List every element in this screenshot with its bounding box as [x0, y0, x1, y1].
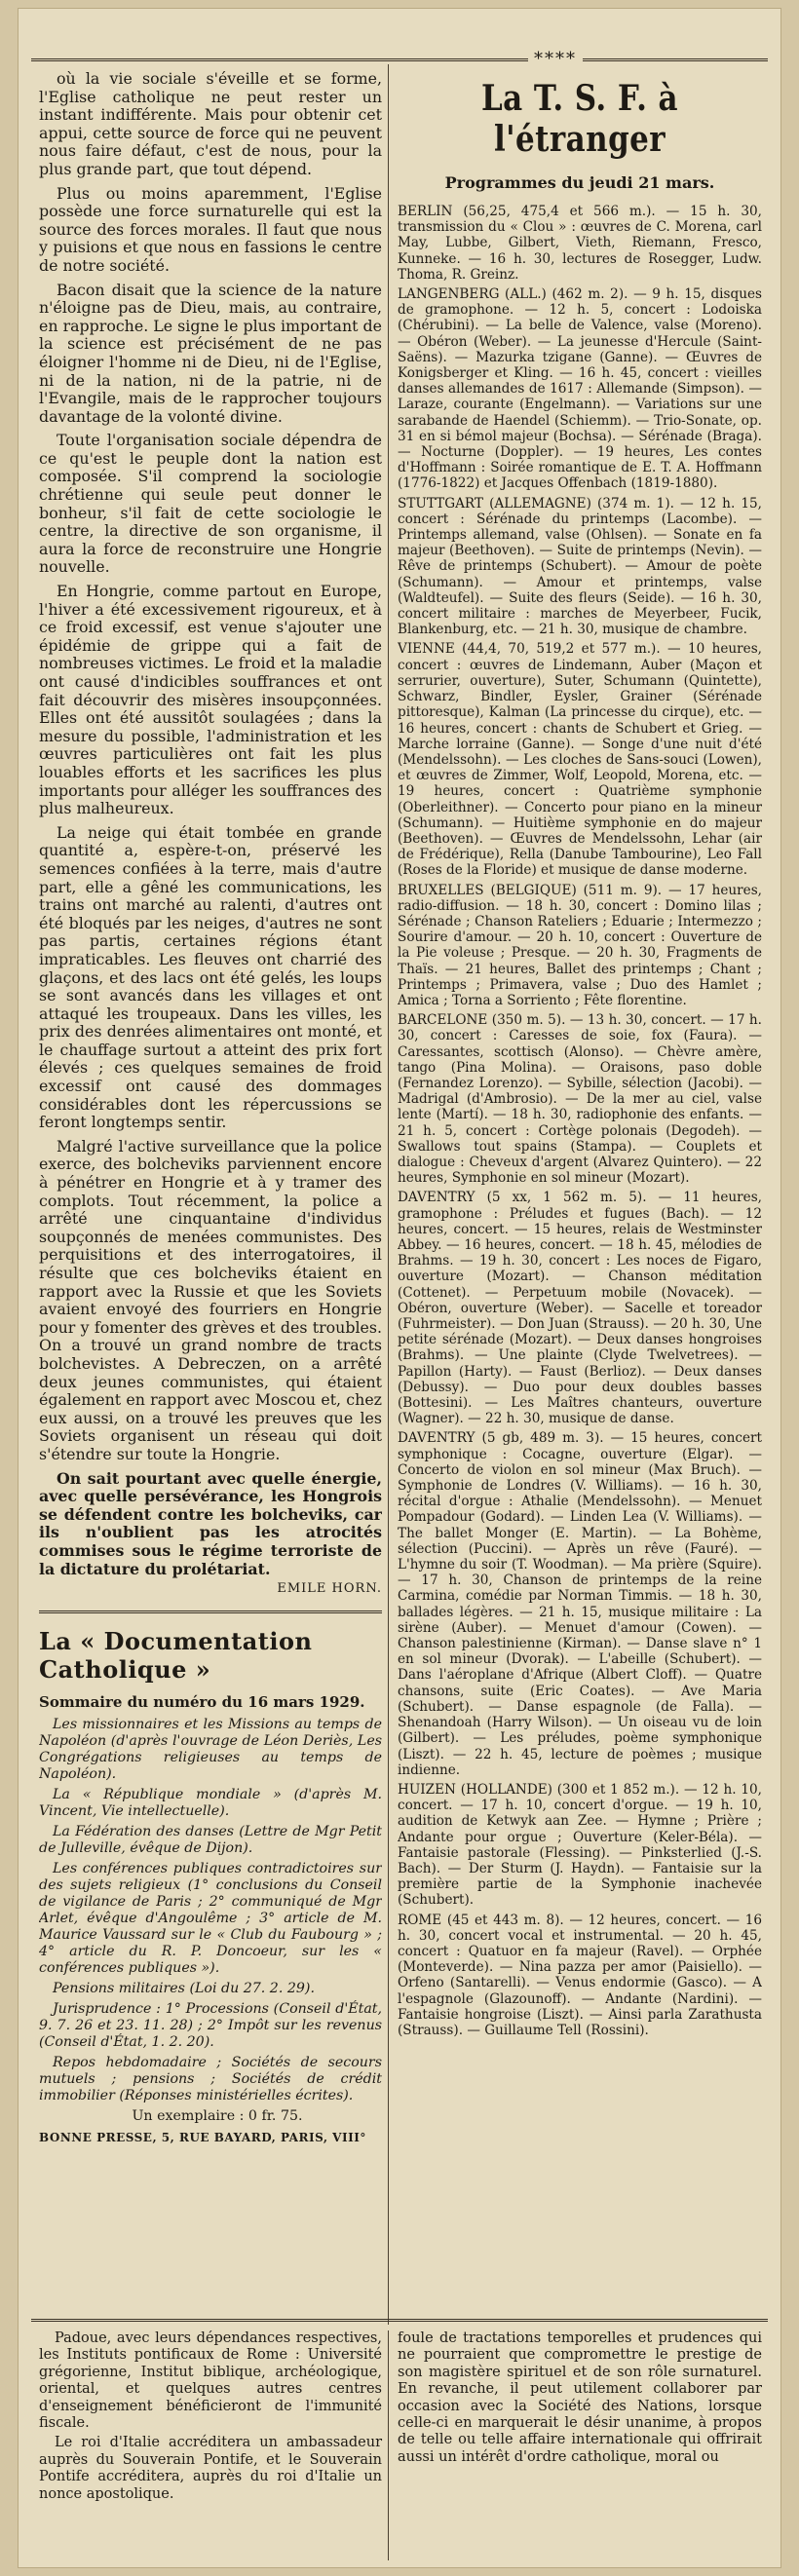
station-programme: DAVENTRY (5 gb, 489 m. 3). — 15 heures, concert symphonique : Cocagne, ouverture (Elgar). — Concerto de violon en sol mineur (Max Bruch). — Symphonie de Londres (V. Williams). — 16 h. 30, récital d'orgue : Athalie (Mendelssohn). — Menuet Pompadour (Godard). — Linden Lea (V. Williams). — The ballet Monger (E. Martin). — La Bohème, sélection (Puccini). — Après un rêve (Fauré). — L'hymne du soir (T. Woodman). — Ma prière (Squire). — 17 h. 30, Chanson de printemps de la reine Carmina, comédie par Norman Timmis. — 18 h. 30, ballades légères. — 21 h. 15, musique militaire : La sirène (Auber). — Menuet d'amour (Cowen). — Chanson palestinienne (Kirman). — Danse slave n° 1 en sol mineur (Dvorak). — L'abeille (Schubert). — Dans l'aéroplane d'Afrique (Albert Cloff). — Quatre chansons, suite (Eric Coates). — Ave Maria (Schubert). — Danse espagnole (de Falla). — Shenandoah (Harry Wilson). — Un oiseau vu de loin (Gilbert). — Les préludes, poème symphonique (Liszt). — 22 h. 45, lecture de poèmes ; musique indienne.: [398, 1430, 762, 1778]
article-paragraph: La neige qui était tombée en grande quantité a, espère-t-on, préservé les semences confiées à la terre, mais d'autre part, elle a gêné les communications, les trains ont marché au ralenti, d'autres ont été bloqués par les neiges, d'autres ne sont pas partis, certaines régions étant impraticables. Les fleuves ont charrié des glaçons, et des lacs ont été gelés, les loups se sont avancés dans les villages et ont attaqué les troupeaux. Dans les villes, les prix des denrées alimentaires ont monté, et le chauffage surtout a atteint des prix fort élevés ; ces quelques semaines de froid excessif ont causé des dommages considérables dont les répercussions se feront longtemps sentir.: [39, 822, 382, 1132]
bottom-section-rule: [31, 2319, 768, 2322]
summary-item: Pensions militaires (Loi du 27. 2. 29).: [53, 1980, 315, 1996]
bottom-column-divider: [388, 2330, 389, 2560]
radio-section-title: La T. S. F. à l'étranger: [480, 78, 679, 160]
publisher-address: BONNE PRESSE, 5, RUE BAYARD, PARIS, VIII°: [39, 2130, 366, 2144]
station-programme: ROME (45 et 443 m. 8). — 12 heures, concert. — 16 h. 30, concert vocal et instrumental. — 20 h. 45, concert : Quatuor en fa majeur (Ravel). — Orphée (Monteverde). — Nina pazza per amor (Paisiello). — Orfeno (Santarelli). — Venus endormie (Gasco). — A l'espagnole (Glazounoff). — Andante (Nardini). — Fantaisie hongroise (Liszt). — Ainsi parla Zarathusta (Strauss). — Guillaume Tell (Rossini).: [398, 1912, 762, 2038]
summary-item: Les conférences publiques contradictoires sur des sujets religieux (1° conclusions du Conseil de vigilance de Paris ; 2° communiqué de Mgr Arlet, évêque d'Angoulême ; 3° article de M. Maurice Vaussard sur le « Club du Faubourg » ; 4° article du R. P. Doncoeur, sur les « conférences publiques »).: [39, 1860, 382, 1976]
station-programme: BERLIN (56,25, 475,4 et 566 m.). — 15 h. 30, transmission du « Clou » : œuvres de C. Morena, carl May, Lubbe, Gilbert, Vieth, Riemann, Fresco, Kunneke. — 16 h. 30, lectures de Rosegger, Ludw. Thoma, R. Greinz.: [398, 204, 762, 283]
article-paragraph: Malgré l'active surveillance que la police exerce, des bolcheviks parviennent encore à pénétrer en Hongrie et à y tramer des complots. Tout récemment, la police a arrêté une cinquantaine d'individus soupçonnés de menées communistes. Des perquisitions et des interrogatoires, il résulte que ces bolcheviks étaient en rapport avec la Russie et que les Soviets avaient envoyé des fourriers en Hongrie pour y fomenter des grèves et des troubles. On a trouvé un grand nombre de tracts bolchevistes. A Debreczen, on a arrêté deux jeunes communistes, qui étaient également en rapport avec Moscou et, chez eux aussi, on a trouvé les preuves que les Soviets organisent un réseau qui doit s'étendre sur toute la Hongrie.: [39, 1136, 382, 1463]
station-programme: BARCELONE (350 m. 5). — 13 h. 30, concert. — 17 h. 30, concert : Caresses de soie, fox (Faura). — Caressantes, scottisch (Alonso). — Chèvre amère, tango (Pina Molina). — Oraisons, paso doble (Fernandez Lorenzo). — Sybille, sélection (Jacobi). — Madrigal (d'Ambrosio). — De la mer au ciel, valse lente (Martí). — 18 h. 30, radiophonie des enfants. — 21 h. 5, concert : Cortège polonais (Degodeh). — Swallows tout spains (Stampa). — Couplets et dialogue : Cheveux d'argent (Alvarez Quintero). — 22 heures, Symphonie en sol mineur (Mozart).: [398, 1012, 762, 1187]
station-programme: VIENNE (44,4, 70, 519,2 et 577 m.). — 10 heures, concert : œuvres de Lindemann, Auber (Maçon et serrurier, ouverture), Suter, Schumann (Quintette), Schwarz, Bindler, Eysler, Grainer (Sérénade pittoresque), Kalman (La princesse du cirque), etc. — 16 heures, concert : chants de Schubert et Grieg. — Marche lorraine (Ganne). — Songe d'une nuit d'été (Mendelssohn). — Les cloches de Sans-souci (Lowen), et œuvres de Zimmer, Wolf, Leopold, Morena, etc. — 19 heures, concert : Quatrième symphonie (Oberleithner). — Concerto pour piano en la mineur (Schumann). — Huitième symphonie en do majeur (Beethoven). — Œuvres de Mendelssohn, Lehar (air de Frédérique), Rella (Danube Tambourine), Leo Fall (Roses de la Floride) et musique de danse moderne.: [398, 641, 762, 879]
station-programme: BRUXELLES (BELGIQUE) (511 m. 9). — 17 heures, radio-diffusion. — 18 h. 30, concert : Domino lilas ; Sérénade ; Chanson Rateliers ; Eduarie ; Intermezzo ; Sourire d'amour. — 20 h. 10, concert : Ouverture de la Pie voleuse ; Presque. — 20 h. 30, Fragments de Thaïs. — 21 heures, Ballet des printemps ; Chant ; Printemps ; Primavera, valse ; Duo des Hamlet ; Amica ; Torna a Sorriento ; Fête florentine.: [398, 882, 762, 1008]
article-signature: EMILE HORN.: [277, 1581, 382, 1597]
summary-item: La Fédération des danses (Lettre de Mgr Petit de Julleville, évêque de Dijon).: [39, 1823, 382, 1856]
hungary-article: [39, 70, 382, 1599]
bottom-paragraph: Padoue, avec leurs dépendances respectives, les Instituts pontificaux de Rome : Université grégorienne, Institut biblique, archéologique, oriental, et quelques autres centres d'enseignement bénéficieront de l'immunité fiscale.: [39, 2330, 382, 2432]
article-paragraph: En Hongrie, comme partout en Europe, l'hiver a été excessivement rigoureux, et à ce froid excessif, est venue s'ajouter une épidémie de grippe qui a fait de nombreuses victimes. Le froid et la maladie ont causé d'indicibles souffrances et ont fait découvrir des misères insoupçonnées. Elles ont été aussitôt soulagées ; dans la mesure du possible, l'administration et les œuvres particulières ont fait les plus louables efforts et les sacrifices les plus importants pour alléger les souffrances des plus malheureux.: [39, 582, 382, 818]
article-paragraph: Plus ou moins aparemment, l'Eglise possède une force surnaturelle qui est la source des forces morales. Il faut que nous y puisions et que nous en fassions le centre de notre société.: [39, 183, 382, 275]
bottom-left-column: [39, 2330, 382, 2506]
right-column: [398, 70, 762, 2311]
summary-item: Repos hebdomadaire ; Sociétés de secours mutuels ; pensions ; Sociétés de crédit immobilier (Réponses ministérielles écrites).: [39, 2054, 382, 2103]
top-rule: [31, 58, 768, 61]
station-programme: LANGENBERG (ALL.) (462 m. 2). — 9 h. 15, disques de gramophone. — 12 h. 5, concert : Lodoiska (Chérubini). — La belle de Valence, valse (Moreno). — Obéron (Weber). — La jeunesse d'Hercule (Saint-Saëns). — Mazurka tzigane (Ganne). — Œuvres de Konigsberger et Kling. — 16 h. 45, concert : vieilles danses allemandes de 1617 : Allemande (Simpson). — Laraze, courante (Engelmann). — Variations sur une sarabande de Haendel (Schiemm). — Trio-Sonate, op. 31 en si bémol majeur (Bochsa). — Sérénade (Braga). — Nocturne (Doppler). — 19 heures, Les contes d'Hoffmann : Soirée romantique de E. T. A. Hoffmann (1776-1822) et Jacques Offenbach (1819-1880).: [398, 286, 762, 492]
article-paragraph: Toute l'organisation sociale dépendra de ce qu'est le peuple dont la nation est composée. S'il comprend la sociologie chrétienne qui seule peut donner le bonheur, s'il fait de cette sociologie le centre, la directive de son organisme, il aura la force de reconstruire une Hongrie nouvelle.: [39, 431, 382, 577]
bottom-right-column: [398, 2330, 762, 2469]
documentation-subtitle: Sommaire du numéro du 16 mars 1929.: [39, 1692, 365, 1711]
radio-section-subtitle: Programmes du jeudi 21 mars.: [444, 173, 715, 192]
bottom-paragraph: Le roi d'Italie accréditera un ambassadeur auprès du Souverain Pontife, et le Souverain Pontife accréditera, auprès du roi d'Italie un nonce apostolique.: [39, 2435, 382, 2502]
radio-programmes: [398, 204, 762, 2038]
section-rule: [39, 1610, 382, 1613]
article-paragraph: Bacon disait que la science de la nature n'éloigne pas de Dieu, mais, au contraire, en rapproche. Le signe le plus important de la science est précisément de ne pas éloigner l'homme ni de Dieu, ni de l'Eglise, ni de la nation, ni de la patrie, ni de l'Evangile, mais de le rapprocher toujours davantage de la volonté divine.: [39, 280, 382, 426]
documentation-title: La « Documentation Catholique »: [39, 1626, 313, 1684]
summary-item: La « République mondiale » (d'après M. Vincent, Vie intellectuelle).: [39, 1786, 382, 1819]
bottom-section: [39, 2330, 762, 2560]
newspaper-clipping: [18, 8, 781, 2568]
station-programme: STUTTGART (ALLEMAGNE) (374 m. 1). — 12 h. 15, concert : Sérénade du printemps (Lacombe). — Printemps allemand, valse (Ohlsen). — Sonate en fa majeur (Beethoven). — Suite de printemps (Nevin). — Rêve de printemps (Schubert). — Amour de poète (Schumann). — Amour et printemps, valse (Waldteufel). — Suite des fleurs (Seide). — 16 h. 30, concert militaire : marches de Meyerbeer, Fucik, Blankenburg, etc. — 21 h. 30, musique de chambre.: [398, 495, 762, 638]
summary-item: Jurisprudence : 1° Processions (Conseil d'État, 9. 7. 26 et 23. 11. 28) ; 2° Impôt sur les revenus (Conseil d'État, 1. 2. 20).: [39, 2000, 382, 2050]
station-programme: HUIZEN (HOLLANDE) (300 et 1 852 m.). — 12 h. 10, concert. — 17 h. 10, concert d'orgue. — 19 h. 10, audition de Ketwyk aan Zee. — Hymne ; Prière ; Andante pour orgue ; Ouverture (Keler-Béla). — Fantaisie pastorale (Flessing). — Pinksterlied (J.-S. Bach). — Der Sturm (J. Haydn). — Fantaisie sur la première partie de la Symphonie inachevée (Schubert).: [398, 1781, 762, 1909]
bottom-paragraph: foule de tractations temporelles et prudences qui ne pourraient que compromettre le prestige de son magistère spirituel et de son rôle surnaturel. En revanche, il peut utilement collaborer par occasion avec la Société des Nations, lorsque celle-ci en marquerait le désir unanime, à propos de telle ou telle affaire internationale qui offrirait aussi un intérêt d'ordre catholique, moral ou: [398, 2330, 762, 2465]
station-programme: DAVENTRY (5 xx, 1 562 m. 5). — 11 heures, gramophone : Préludes et fugues (Bach). — 12 heures, concert. — 15 heures, relais de Westminster Abbey. — 16 heures, concert. — 18 h. 45, mélodies de Brahms. — 19 h. 30, concert : Les noces de Figaro, ouverture (Mozart). — Chanson méditation (Cottenet). — Perpetuum mobile (Novacek). — Obéron, ouverture (Weber). — Sacelle et toreador (Fuhrmeister). — Don Juan (Strauss). — 20 h. 30, Une petite sérénade (Mozart). — Deux danses hongroises (Brahms). — Une plainte (Clyde Twelvetrees). — Papillon (Harty). — Faust (Berlioz). — Deux danses (Debussy). — Duo pour deux doubles basses (Bottesini). — Les Maîtres chanteurs, ouverture (Wagner). — 22 h. 30, musique de danse.: [398, 1190, 762, 1427]
article-paragraph: On sait pourtant avec quelle énergie, avec quelle persévérance, les Hongrois se défendent contre les bolcheviks, car ils n'oublient pas les atrocités commises sous le régime terroriste de la dictature du prolétariat.: [39, 1468, 382, 1578]
column-divider: [388, 64, 389, 2325]
documentation-summary: [39, 1717, 382, 2125]
section-stars: ****: [528, 49, 583, 69]
left-column: [39, 70, 382, 2311]
summary-price: Un exemplaire : 0 fr. 75.: [132, 2107, 303, 2124]
article-paragraph: où la vie sociale s'éveille et se forme, l'Eglise catholique ne peut rester un instant indifférente. Mais pour obtenir cet appui, cette source de force qui ne peuvent nous faire défaut, c'est de nous, pour la plus grande part, que tout dépend.: [39, 70, 382, 178]
summary-item: Les missionnaires et les Missions au temps de Napoléon (d'après l'ouvrage de Léon Deriès, Les Congrégations religieuses au temps de Napoléon).: [39, 1716, 382, 1782]
